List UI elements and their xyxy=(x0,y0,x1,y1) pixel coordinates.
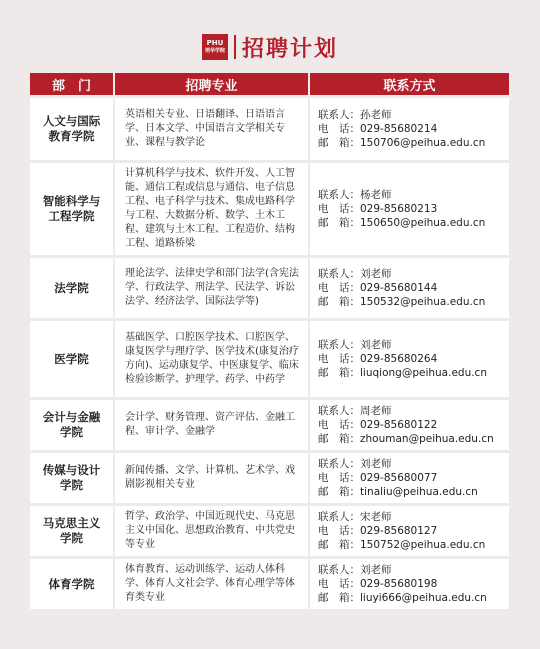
logo-text: PHU xyxy=(206,39,224,47)
email-line xyxy=(318,485,503,499)
contact-label: 联系人： xyxy=(318,405,360,417)
email-address[interactable]: 150752@peihua.edu.cn xyxy=(360,539,486,551)
email-line xyxy=(318,295,503,309)
email-label: 邮 箱： xyxy=(318,539,360,551)
email-label: 邮 箱： xyxy=(318,137,360,149)
phone-line xyxy=(318,281,503,295)
header-department: 部 门 xyxy=(30,73,113,95)
table-row xyxy=(30,321,509,397)
contact-person: 刘老师 xyxy=(360,268,392,280)
contact-person: 孙老师 xyxy=(360,109,392,121)
contact-person-line xyxy=(318,108,503,122)
recruitment-table xyxy=(30,70,509,612)
email-address[interactable]: 150650@peihua.edu.cn xyxy=(360,217,486,229)
contact-person: 刘老师 xyxy=(360,458,392,470)
contact-info xyxy=(308,559,509,609)
contact-label: 联系人： xyxy=(318,564,360,576)
contact-label: 联系人： xyxy=(318,268,360,280)
contact-person-line xyxy=(318,188,503,202)
email-address[interactable]: 150532@peihua.edu.cn xyxy=(360,296,486,308)
phone-number: 029-85680127 xyxy=(360,525,438,537)
contact-info xyxy=(308,400,509,450)
email-address[interactable]: liuyi666@peihua.edu.cn xyxy=(360,592,487,604)
title-divider xyxy=(234,35,236,59)
email-label: 邮 箱： xyxy=(318,486,360,498)
department-name: 体育学院 xyxy=(30,559,113,609)
email-address[interactable]: liuqiong@peihua.edu.cn xyxy=(360,367,487,379)
email-line xyxy=(318,591,503,605)
contact-person-line xyxy=(318,510,503,524)
email-label: 邮 箱： xyxy=(318,367,360,379)
phone-label: 电 话： xyxy=(318,353,360,365)
table-row xyxy=(30,98,509,160)
contact-info xyxy=(308,506,509,556)
title-bar xyxy=(0,30,540,64)
department-name: 智能科学与工程学院 xyxy=(30,163,113,255)
header-contact: 联系方式 xyxy=(308,73,509,95)
email-label: 邮 箱： xyxy=(318,296,360,308)
majors-list: 基础医学、口腔医学技术、口腔医学、康复医学与理疗学、医学技术(康复治疗方向)、运动康复学、中医康复学、临床检验诊断学、护理学、药学、中药学 xyxy=(113,321,308,397)
phone-line xyxy=(318,352,503,366)
contact-info xyxy=(308,258,509,318)
logo-subtext: 培华学院 xyxy=(204,48,225,54)
contact-label: 联系人： xyxy=(318,109,360,121)
contact-person-line xyxy=(318,267,503,281)
phone-line xyxy=(318,202,503,216)
contact-label: 联系人： xyxy=(318,458,360,470)
page-title: 招聘计划 xyxy=(241,35,338,62)
phone-number: 029-85680122 xyxy=(360,419,438,431)
contact-label: 联系人： xyxy=(318,189,360,201)
phone-number: 029-85680214 xyxy=(360,123,438,135)
table-row xyxy=(30,163,509,255)
majors-list: 体育教育、运动训练学、运动人体科学、体育人文社会学、体育心理学等体育类专业 xyxy=(113,559,308,609)
contact-info xyxy=(308,321,509,397)
phone-line xyxy=(318,577,503,591)
email-label: 邮 箱： xyxy=(318,217,360,229)
majors-list: 哲学、政治学、中国近现代史、马克思主义中国化、思想政治教育、中共党史等专业 xyxy=(113,506,308,556)
phone-line xyxy=(318,524,503,538)
department-name: 传媒与设计学院 xyxy=(30,453,113,503)
department-name: 人文与国际教育学院 xyxy=(30,98,113,160)
department-name: 医学院 xyxy=(30,321,113,397)
email-line xyxy=(318,136,503,150)
contact-label: 联系人： xyxy=(318,511,360,523)
email-line xyxy=(318,432,503,446)
phone-label: 电 话： xyxy=(318,123,360,135)
contact-info xyxy=(308,163,509,255)
email-address[interactable]: zhouman@peihua.edu.cn xyxy=(360,433,494,445)
phone-line xyxy=(318,418,503,432)
table-row xyxy=(30,258,509,318)
department-name: 法学院 xyxy=(30,258,113,318)
email-address[interactable]: tinaliu@peihua.edu.cn xyxy=(360,486,478,498)
table-row xyxy=(30,559,509,609)
header-majors: 招聘专业 xyxy=(113,73,308,95)
contact-label: 联系人： xyxy=(318,339,360,351)
phone-label: 电 话： xyxy=(318,203,360,215)
phone-number: 029-85680264 xyxy=(360,353,438,365)
majors-list: 新闻传播、文学、计算机、艺术学、戏剧影视相关专业 xyxy=(113,453,308,503)
email-line xyxy=(318,538,503,552)
phone-number: 029-85680077 xyxy=(360,472,438,484)
contact-person-line xyxy=(318,338,503,352)
phone-label: 电 话： xyxy=(318,525,360,537)
email-label: 邮 箱： xyxy=(318,433,360,445)
table-row xyxy=(30,453,509,503)
contact-person: 周老师 xyxy=(360,405,392,417)
contact-person: 宋老师 xyxy=(360,511,392,523)
contact-person: 刘老师 xyxy=(360,339,392,351)
contact-info xyxy=(308,98,509,160)
majors-list: 会计学、财务管理、资产评估、金融工程、审计学、金融学 xyxy=(113,400,308,450)
department-name: 会计与金融学院 xyxy=(30,400,113,450)
majors-list: 计算机科学与技术、软件开发、人工智能、通信工程或信息与通信、电子信息工程、电子科学与技术、集成电路科学与工程、大数据分析、数学、土木工程、建筑与土木工程、工程造价、结构工程、道路桥梁 xyxy=(113,163,308,255)
contact-person-line xyxy=(318,404,503,418)
contact-person: 刘老师 xyxy=(360,564,392,576)
contact-person-line xyxy=(318,563,503,577)
contact-person: 杨老师 xyxy=(360,189,392,201)
phone-line xyxy=(318,122,503,136)
contact-info xyxy=(308,453,509,503)
phone-number: 029-85680213 xyxy=(360,203,438,215)
phone-label: 电 话： xyxy=(318,578,360,590)
email-line xyxy=(318,216,503,230)
table-header-row xyxy=(30,73,509,95)
table-row xyxy=(30,506,509,556)
phone-number: 029-85680144 xyxy=(360,282,438,294)
contact-person-line xyxy=(318,457,503,471)
email-address[interactable]: 150706@peihua.edu.cn xyxy=(360,137,486,149)
majors-list: 英语相关专业、日语翻译、日语语言学、日本文学、中国语言文学相关专业、课程与教学论 xyxy=(113,98,308,160)
phone-label: 电 话： xyxy=(318,472,360,484)
table-row xyxy=(30,400,509,450)
phone-number: 029-85680198 xyxy=(360,578,438,590)
phone-line xyxy=(318,471,503,485)
email-label: 邮 箱： xyxy=(318,592,360,604)
department-name: 马克思主义学院 xyxy=(30,506,113,556)
email-line xyxy=(318,366,503,380)
phone-label: 电 话： xyxy=(318,419,360,431)
school-logo xyxy=(202,34,228,60)
phone-label: 电 话： xyxy=(318,282,360,294)
majors-list: 理论法学、法律史学和部门法学(含宪法学、行政法学、刑法学、民法学、诉讼法学、经济法学、国际法学等) xyxy=(113,258,308,318)
